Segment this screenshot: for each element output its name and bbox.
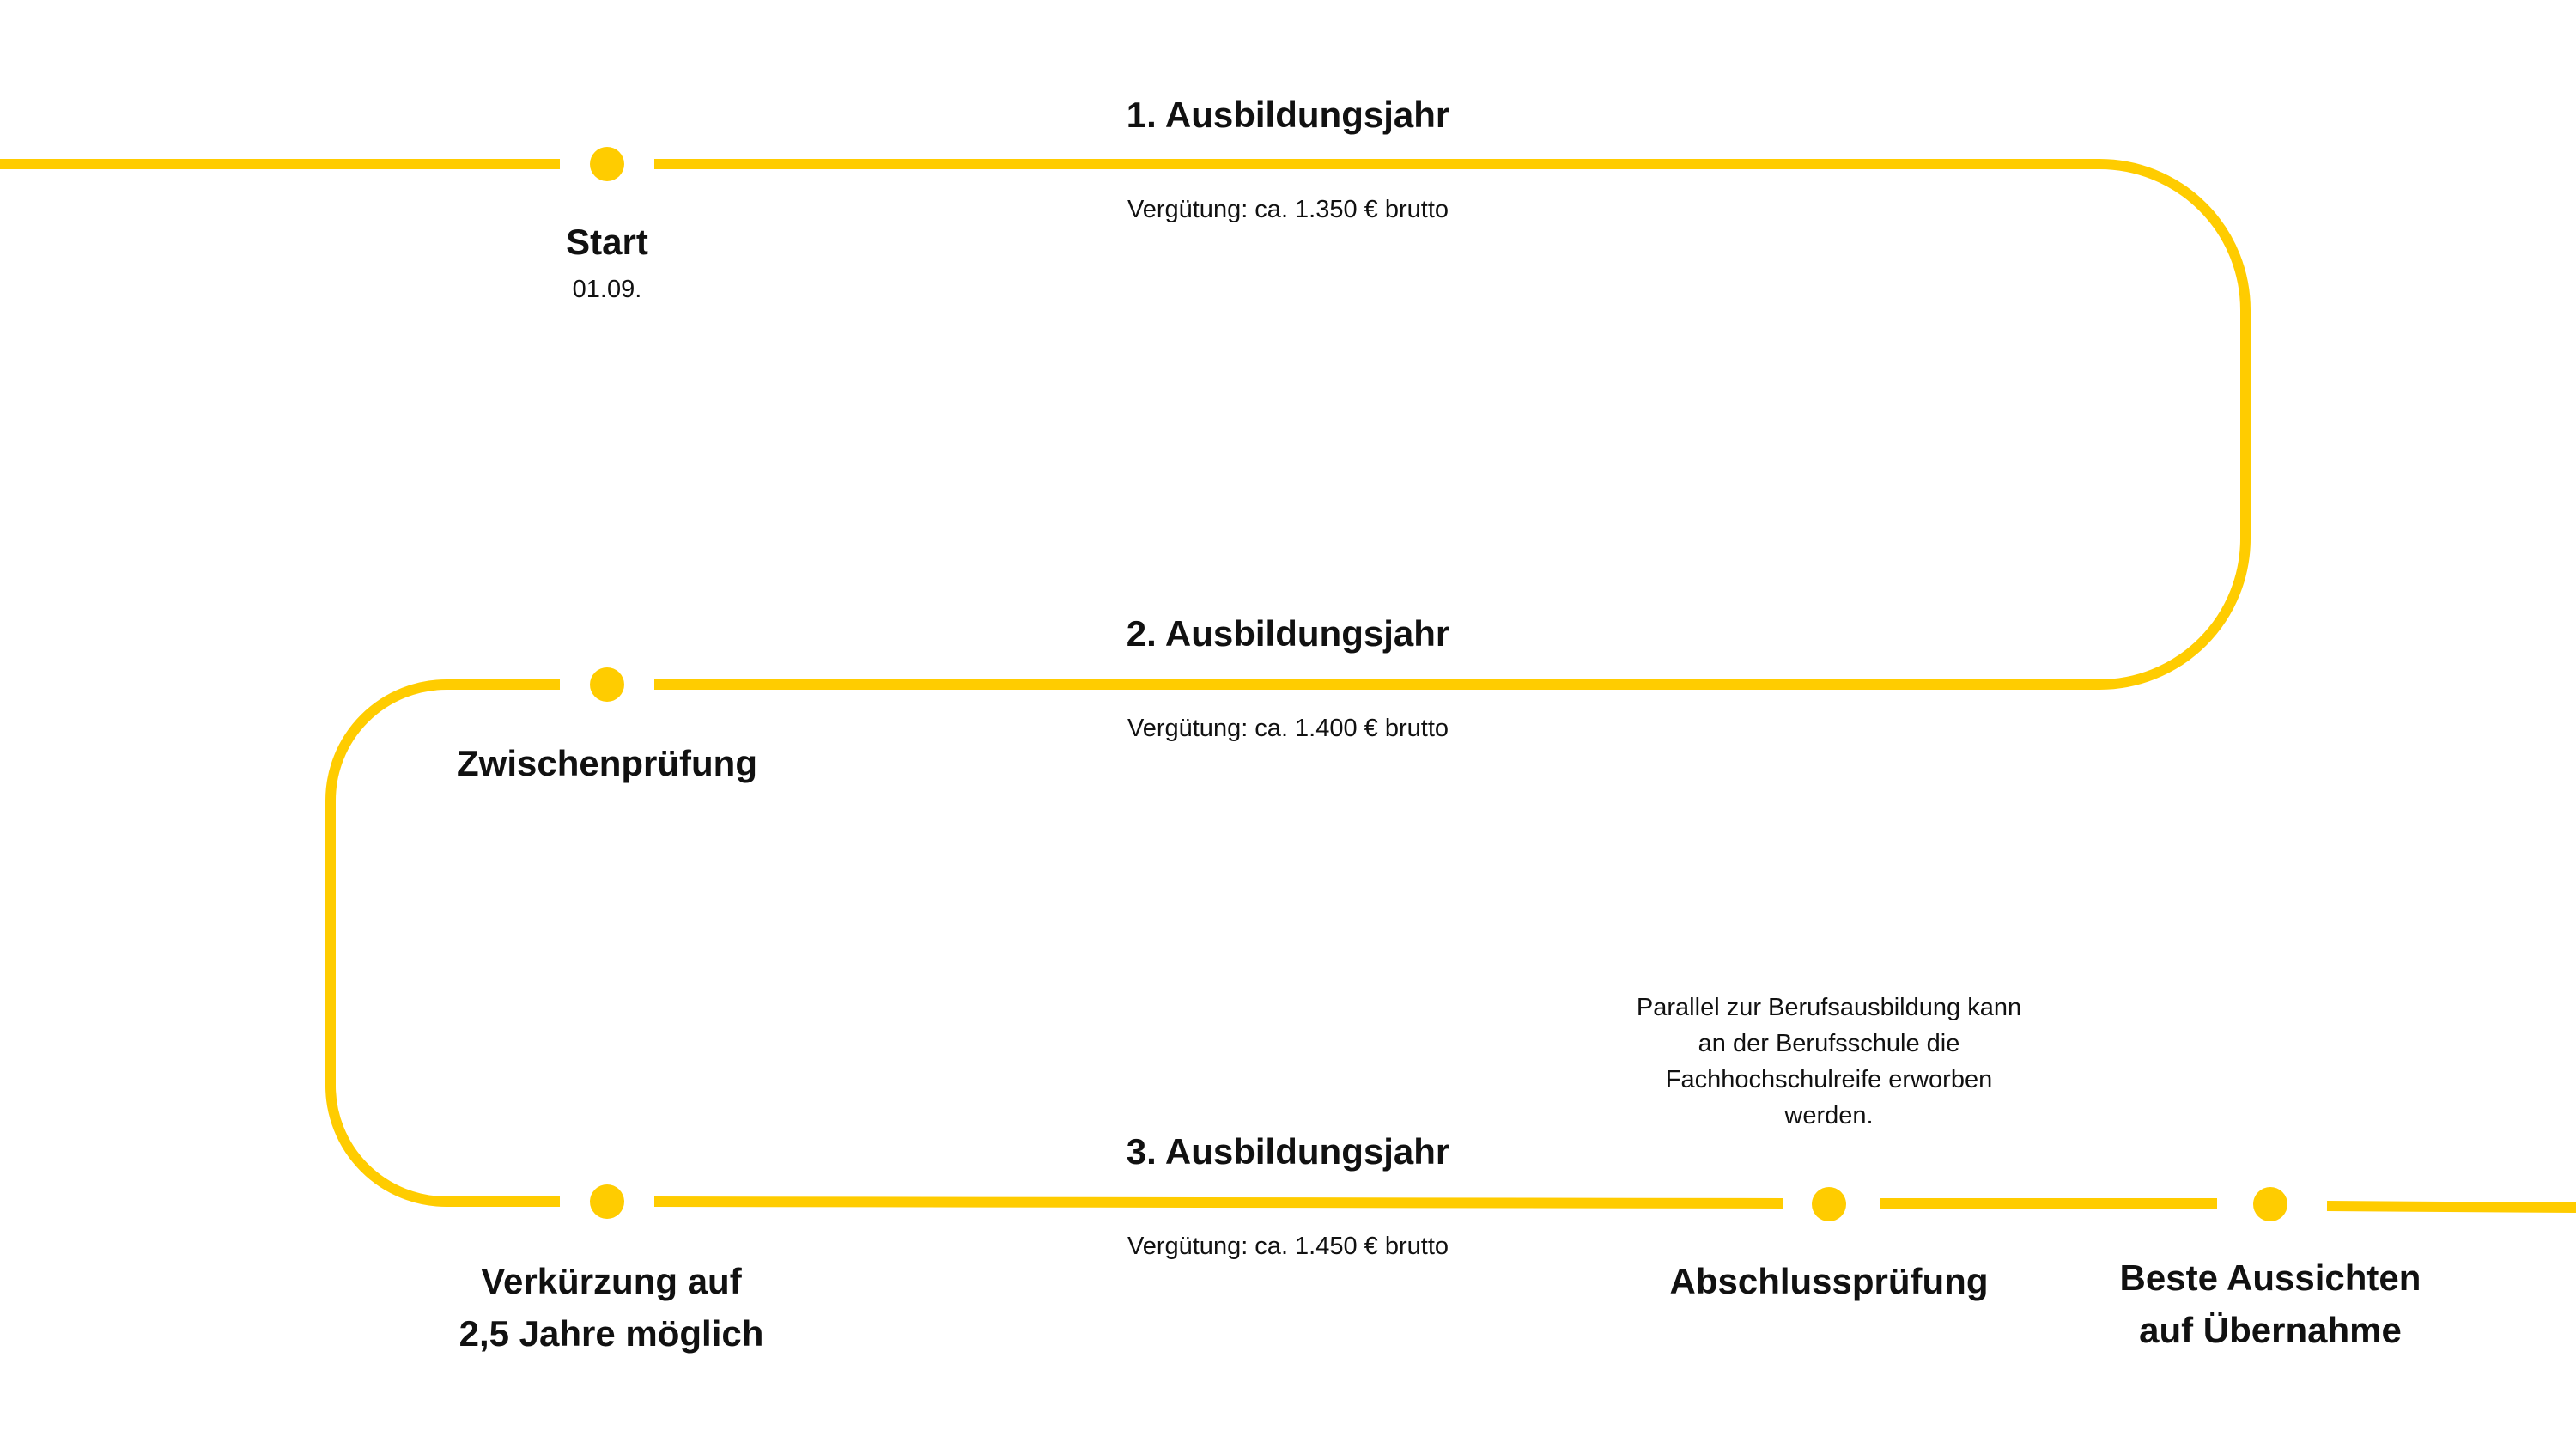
milestone-dot-start [590,147,624,181]
milestone-dot-abschlusspruefung [1812,1187,1846,1221]
milestone-dot-verkuerzung [590,1184,624,1219]
track-segment-year-3 [654,1202,1783,1203]
milestone-verkuerzung-line-2: 2,5 Jahre möglich [459,1313,764,1354]
year-2-title: 2. Ausbildungsjahr [1126,613,1450,654]
milestone-uebernahme-line-2: auf Übernahme [2139,1310,2402,1350]
milestone-uebernahme-line-1: Beste Aussichten [2119,1257,2421,1298]
milestone-dot-uebernahme [2253,1187,2287,1221]
milestone-start-date: 01.09. [572,276,642,303]
year-3-title: 3. Ausbildungsjahr [1126,1131,1450,1172]
track-segment-year-1 [654,164,2245,685]
milestone-abschlusspruefung-label: Abschlussprüfung [1669,1261,1989,1301]
milestone-verkuerzung-line-1: Verkürzung auf [481,1261,742,1301]
year-1-title: 1. Ausbildungsjahr [1126,94,1450,135]
milestone-zwischenpruefung-label: Zwischenprüfung [457,743,757,783]
year-2-pay: Vergütung: ca. 1.400 € brutto [1127,715,1449,742]
year-3-pay: Vergütung: ca. 1.450 € brutto [1127,1233,1449,1260]
track-segment-exit [2327,1206,2576,1208]
fachhochschulreife-note: Parallel zur Berufsausbildung kann an der Berufsschule die Fachhochschulreife erworben werden. [1636,994,2022,1129]
milestone-start-label: Start [566,222,648,262]
year-1-pay: Vergütung: ca. 1.350 € brutto [1127,196,1449,223]
milestone-dot-zwischenpruefung [590,667,624,702]
